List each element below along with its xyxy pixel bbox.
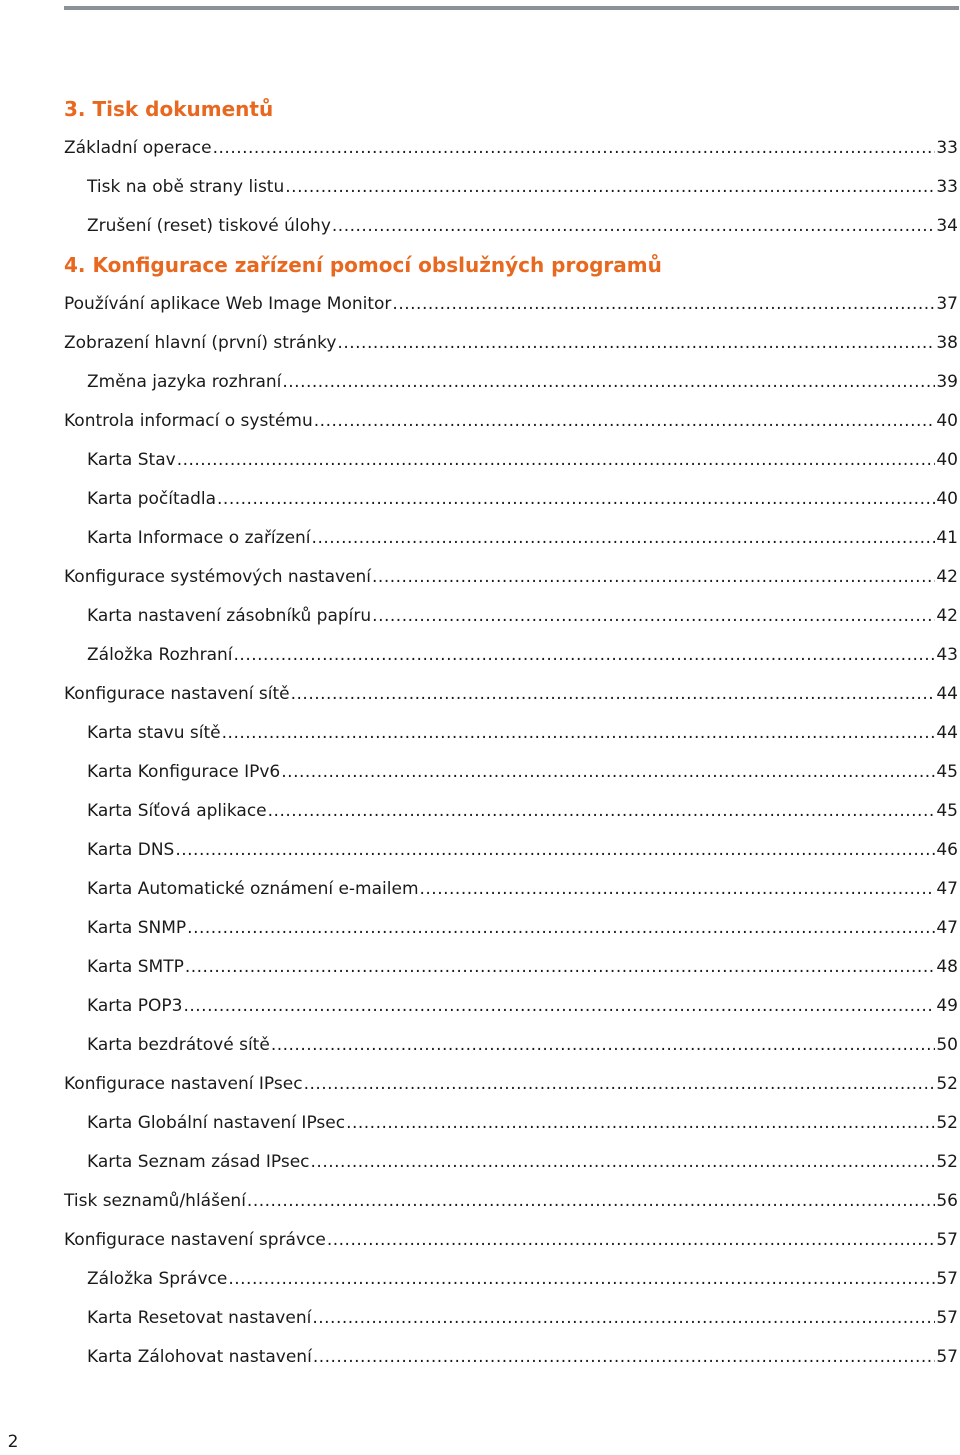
leader-dots: [291, 675, 936, 714]
leader-dots: [187, 909, 935, 948]
toc-entry-page: 42: [936, 606, 958, 626]
toc-entry-title: Karta Resetovat nastavení: [87, 1308, 312, 1328]
toc-entry-title: Konfigurace nastavení správce: [64, 1230, 326, 1250]
toc-entry-title: Záložka Správce: [87, 1269, 228, 1289]
leader-dots: [372, 597, 935, 636]
toc-entry[interactable]: [64, 441, 958, 480]
toc-entry-page: 52: [936, 1113, 958, 1133]
toc-entry-title: Karta Seznam zásad IPsec: [87, 1152, 310, 1172]
toc-entry-title: Konfigurace nastavení sítě: [64, 684, 290, 704]
toc-entry-title: Karta Globální nastavení IPsec: [87, 1113, 346, 1133]
toc-entry-title: Zrušení (reset) tiskové úlohy: [87, 216, 331, 236]
toc-entry[interactable]: [64, 636, 958, 675]
toc-entry-page: 42: [936, 567, 958, 587]
toc-entry-title: Kontrola informací o systému: [64, 411, 313, 431]
toc-entry-title: Používání aplikace Web Image Monitor: [64, 294, 392, 314]
toc-entry[interactable]: [64, 792, 958, 831]
toc-entry[interactable]: [64, 129, 958, 168]
header-rule: [64, 6, 959, 10]
toc-entry-page: 45: [936, 801, 958, 821]
toc-entry-title: Karta Zálohovat nastavení: [87, 1347, 312, 1367]
toc-entry-title: Karta Síťová aplikace: [87, 801, 267, 821]
toc-entry-title: Zobrazení hlavní (první) stránky: [64, 333, 337, 353]
toc-entry[interactable]: [64, 987, 958, 1026]
toc-entry-title: Karta stavu sítě: [87, 723, 221, 743]
page-number: 2: [7, 1432, 19, 1452]
toc-entry[interactable]: [64, 402, 958, 441]
toc-entry[interactable]: [64, 1299, 958, 1338]
leader-dots: [271, 1026, 936, 1065]
toc-entry-page: 40: [936, 489, 958, 509]
toc-entry-title: Karta Automatické oznámení e-mailem: [87, 879, 419, 899]
toc-entry-page: 44: [936, 723, 958, 743]
toc-entry-title: Tisk seznamů/hlášení: [64, 1191, 246, 1211]
toc-entry-title: Karta nastavení zásobníků papíru: [87, 606, 372, 626]
leader-dots: [282, 363, 935, 402]
toc-entry-page: 44: [936, 684, 958, 704]
toc-entry-title: Karta SMTP: [87, 957, 184, 977]
leader-dots: [234, 636, 936, 675]
chapter-heading-3[interactable]: 3. Tisk dokumentů: [64, 97, 274, 121]
toc-entry[interactable]: [64, 948, 958, 987]
toc-entry-title: Karta SNMP: [87, 918, 187, 938]
toc-entry-page: 57: [936, 1347, 958, 1367]
toc-entry[interactable]: [64, 324, 958, 363]
leader-dots: [247, 1182, 935, 1221]
toc-entry[interactable]: [64, 753, 958, 792]
leader-dots: [311, 1143, 936, 1182]
leader-dots: [304, 1065, 936, 1104]
toc-entry[interactable]: [64, 1143, 958, 1182]
leader-dots: [213, 129, 936, 168]
leader-dots: [177, 441, 936, 480]
toc-entry[interactable]: [64, 285, 958, 324]
toc-entry[interactable]: [64, 1026, 958, 1065]
table-of-contents: [64, 90, 958, 1377]
toc-entry-title: Karta počítadla: [87, 489, 217, 509]
toc-entry[interactable]: [64, 519, 958, 558]
toc-entry-page: 40: [936, 450, 958, 470]
toc-entry[interactable]: [64, 168, 958, 207]
leader-dots: [337, 324, 935, 363]
toc-entry[interactable]: [64, 675, 958, 714]
toc-entry-page: 47: [936, 879, 958, 899]
toc-entry[interactable]: [64, 1065, 958, 1104]
toc-entry-page: 37: [936, 294, 958, 314]
leader-dots: [420, 870, 936, 909]
toc-entry-page: 52: [936, 1152, 958, 1172]
leader-dots: [332, 207, 935, 246]
toc-entry-page: 34: [936, 216, 958, 236]
toc-entry[interactable]: [64, 870, 958, 909]
leader-dots: [312, 1299, 935, 1338]
toc-entry-title: Karta Informace o zařízení: [87, 528, 311, 548]
toc-entry-page: 33: [936, 177, 958, 197]
toc-entry[interactable]: [64, 1182, 958, 1221]
toc-entry[interactable]: [64, 1338, 958, 1377]
toc-entry-page: 49: [936, 996, 958, 1016]
toc-entry-page: 41: [936, 528, 958, 548]
toc-entry[interactable]: [64, 714, 958, 753]
leader-dots: [313, 1338, 936, 1377]
leader-dots: [183, 987, 935, 1026]
toc-entry-page: 38: [936, 333, 958, 353]
leader-dots: [372, 558, 935, 597]
toc-entry-title: Konfigurace nastavení IPsec: [64, 1074, 303, 1094]
toc-entry-page: 52: [936, 1074, 958, 1094]
leader-dots: [175, 831, 935, 870]
toc-entry-title: Karta POP3: [87, 996, 183, 1016]
toc-entry-page: 40: [936, 411, 958, 431]
toc-entry-page: 45: [936, 762, 958, 782]
toc-entry[interactable]: [64, 1260, 958, 1299]
toc-entry-title: Karta DNS: [87, 840, 175, 860]
leader-dots: [281, 753, 935, 792]
leader-dots: [327, 1221, 936, 1260]
toc-entry[interactable]: [64, 363, 958, 402]
leader-dots: [222, 714, 936, 753]
toc-entry-page: 47: [936, 918, 958, 938]
toc-entry-page: 57: [936, 1230, 958, 1250]
chapter-heading-4[interactable]: 4. Konfigurace zařízení pomocí obslužných programů: [64, 253, 662, 277]
leader-dots: [228, 1260, 935, 1299]
toc-entry[interactable]: [64, 558, 958, 597]
toc-entry-title: Tisk na obě strany listu: [87, 177, 285, 197]
toc-entry[interactable]: [64, 1104, 958, 1143]
toc-entry-page: 39: [936, 372, 958, 392]
toc-entry-page: 33: [936, 138, 958, 158]
toc-entry-title: Změna jazyka rozhraní: [87, 372, 282, 392]
leader-dots: [392, 285, 935, 324]
toc-entry-title: Základní operace: [64, 138, 212, 158]
leader-dots: [312, 519, 936, 558]
toc-entry-title: Konfigurace systémových nastavení: [64, 567, 372, 587]
toc-entry-title: Karta Konfigurace IPv6: [87, 762, 281, 782]
toc-entry[interactable]: [64, 480, 958, 519]
toc-entry-title: Karta bezdrátové sítě: [87, 1035, 270, 1055]
toc-entry-page: 48: [936, 957, 958, 977]
leader-dots: [285, 168, 935, 207]
toc-entry-page: 57: [936, 1308, 958, 1328]
toc-entry-page: 57: [936, 1269, 958, 1289]
toc-entry-page: 43: [936, 645, 958, 665]
leader-dots: [314, 402, 936, 441]
toc-entry[interactable]: [64, 909, 958, 948]
toc-entry[interactable]: [64, 597, 958, 636]
leader-dots: [268, 792, 936, 831]
leader-dots: [217, 480, 935, 519]
toc-entry[interactable]: [64, 1221, 958, 1260]
toc-entry-title: Záložka Rozhraní: [87, 645, 233, 665]
leader-dots: [185, 948, 936, 987]
toc-entry-page: 56: [936, 1191, 958, 1211]
leader-dots: [346, 1104, 935, 1143]
toc-entry-title: Karta Stav: [87, 450, 176, 470]
toc-entry[interactable]: [64, 831, 958, 870]
toc-entry[interactable]: [64, 207, 958, 246]
toc-entry-page: 46: [936, 840, 958, 860]
toc-entry-page: 50: [936, 1035, 958, 1055]
